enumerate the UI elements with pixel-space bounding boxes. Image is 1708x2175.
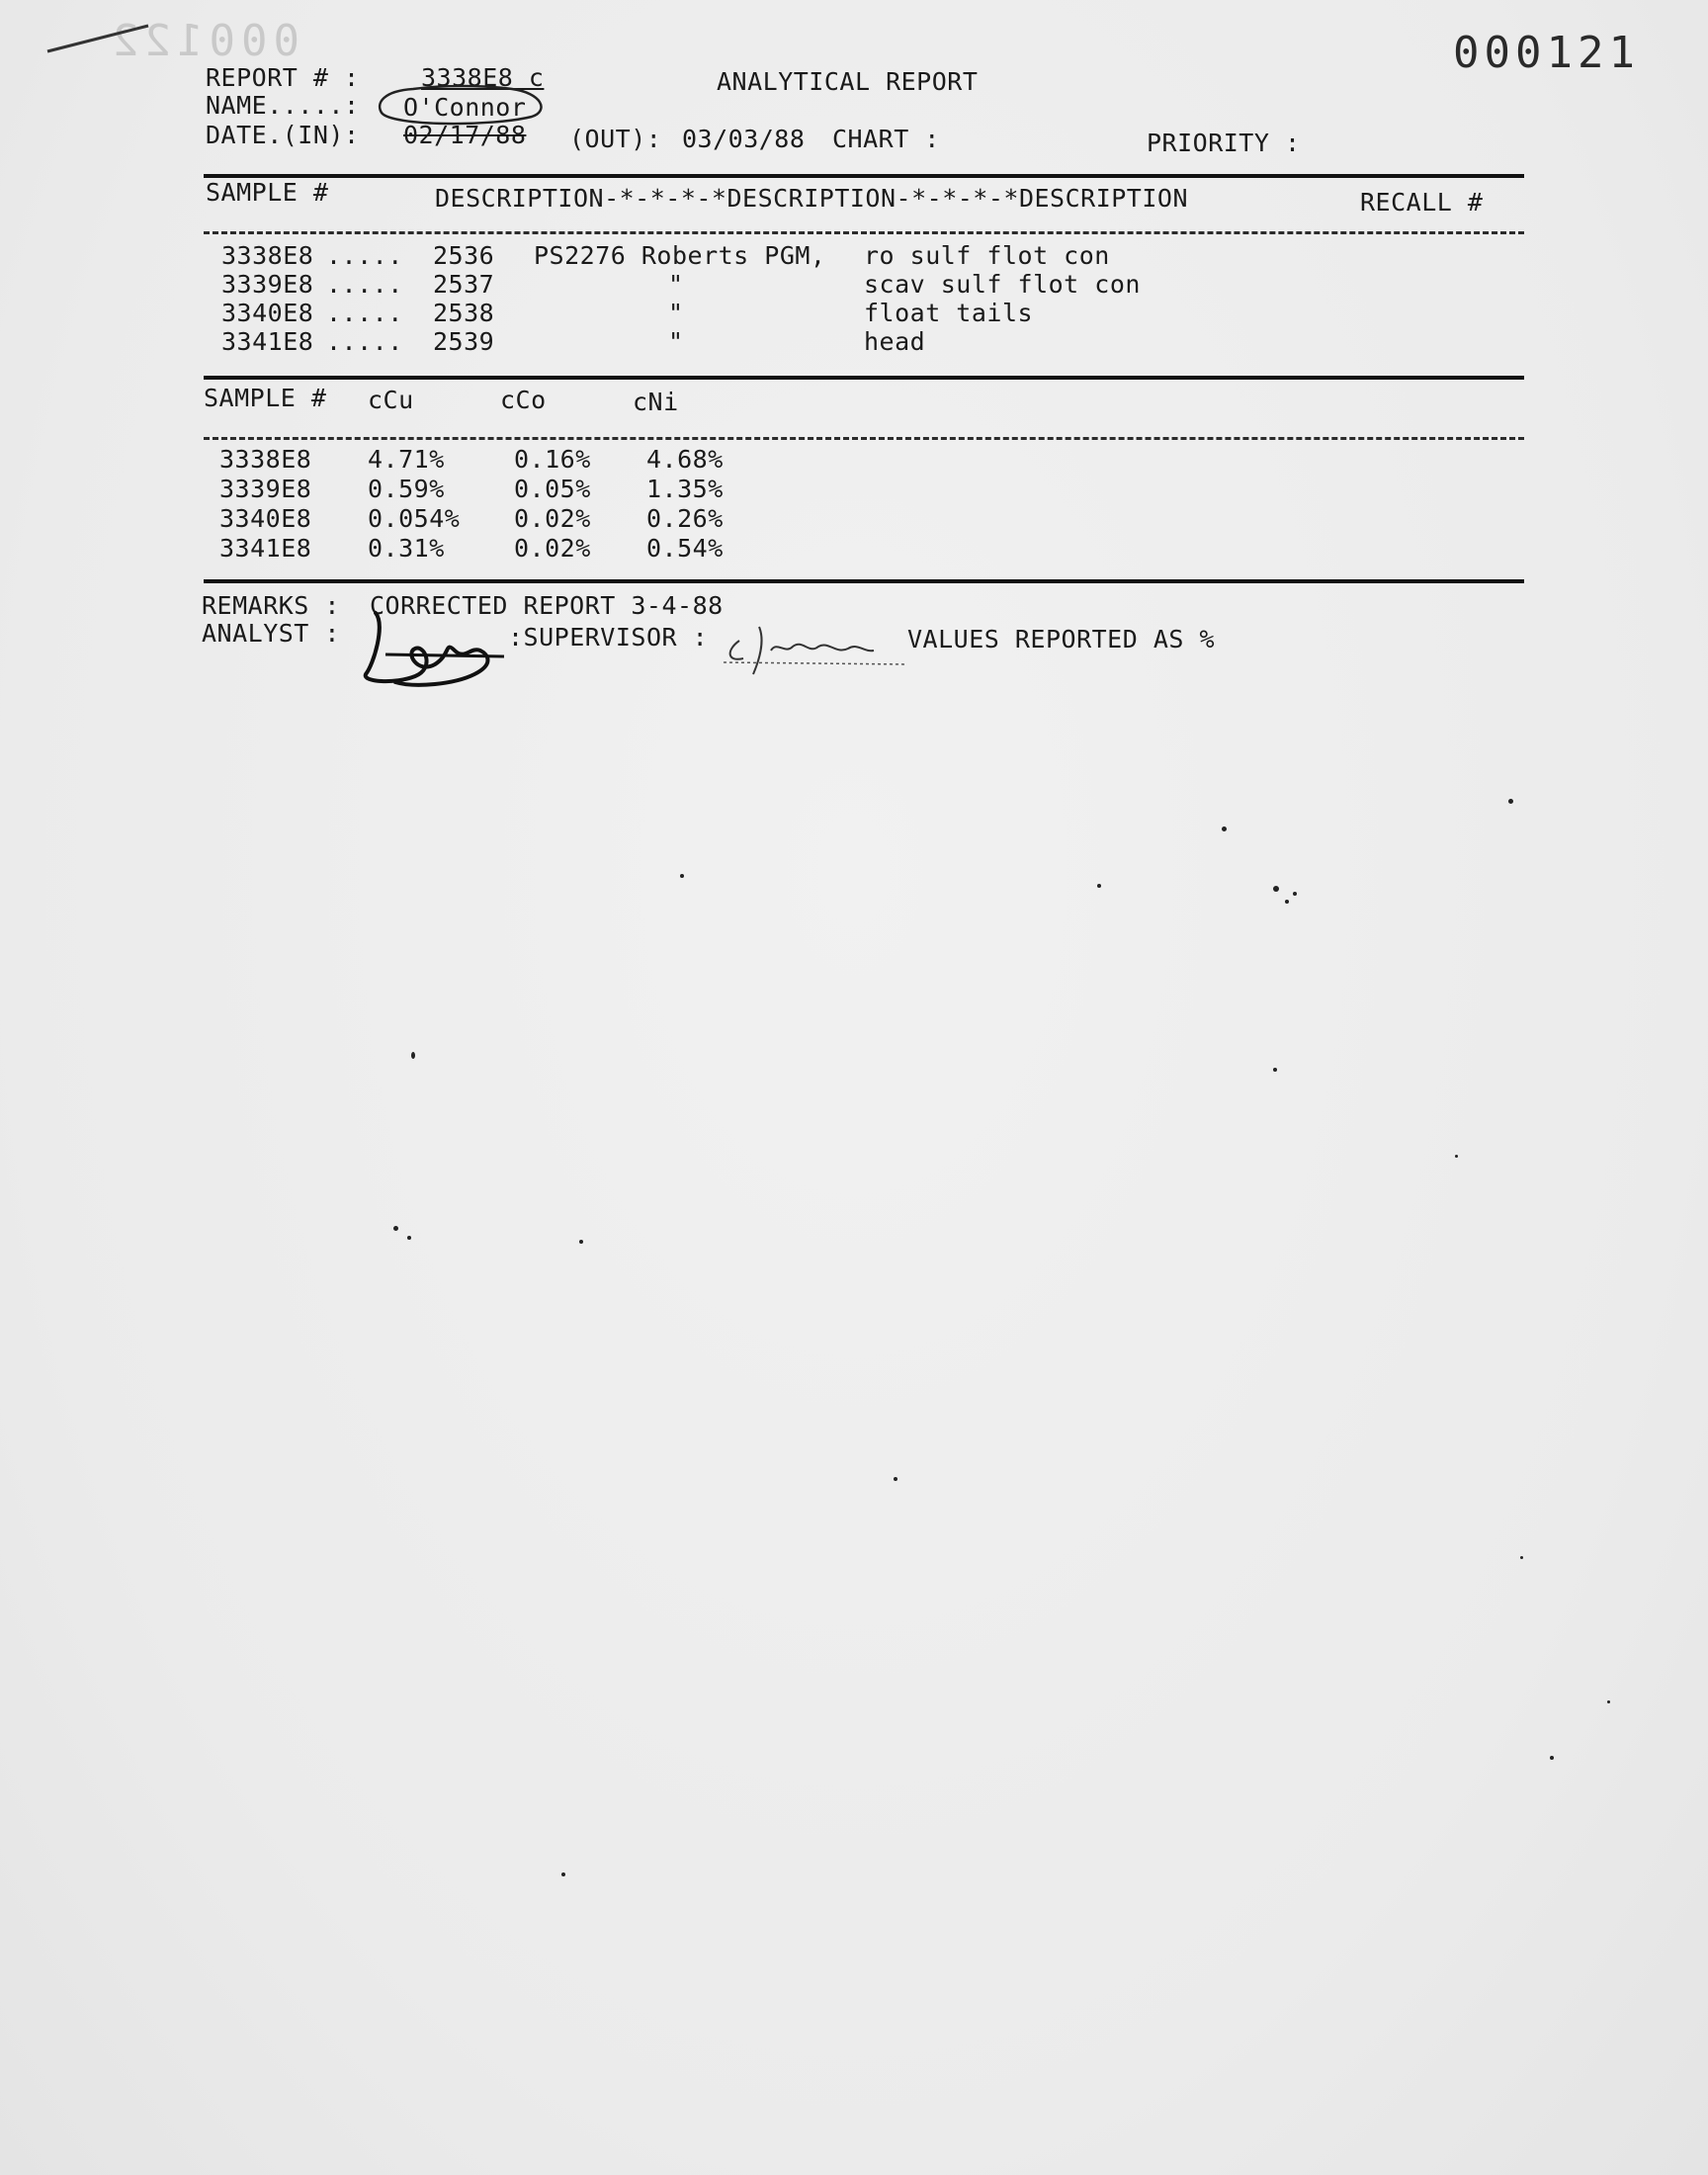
- scan-speck: [1550, 1756, 1554, 1760]
- results-header-sample: SAMPLE #: [204, 384, 327, 412]
- values-reported-note: VALUES REPORTED AS %: [907, 625, 1216, 653]
- scan-speck: [1273, 1068, 1277, 1072]
- scan-speck: [894, 1477, 897, 1481]
- scan-speck: [393, 1226, 398, 1231]
- result-cell-sample: 3338E8: [219, 445, 312, 474]
- desc-cell-dots: .....: [326, 241, 403, 270]
- scan-speck: [1455, 1155, 1458, 1158]
- scan-speck: [1520, 1556, 1523, 1559]
- desc-cell-sample: 3341E8: [221, 327, 314, 356]
- desc-cell-project: ": [668, 270, 684, 299]
- analyst-label: ANALYST :: [202, 619, 340, 648]
- result-cell-cu: 0.31%: [368, 534, 445, 563]
- desc-cell-project: PS2276 Roberts PGM,: [534, 241, 826, 270]
- desc-end-rule: [204, 376, 1524, 380]
- scan-speck: [411, 1052, 415, 1059]
- desc-cell-num: 2539: [433, 327, 495, 356]
- results-end-rule: [204, 579, 1524, 583]
- desc-cell-desc: head: [864, 327, 926, 356]
- desc-cell-project: ": [668, 299, 684, 327]
- report-number-value: 3338E8 c: [421, 63, 545, 92]
- scan-speck: [1293, 892, 1297, 896]
- scan-speck: [1273, 886, 1279, 892]
- result-cell-co: 0.02%: [514, 534, 591, 563]
- scan-speck: [1508, 799, 1513, 804]
- result-cell-ni: 0.26%: [646, 504, 724, 533]
- desc-cell-num: 2537: [433, 270, 495, 299]
- result-cell-cu: 0.054%: [368, 504, 461, 533]
- name-value: O'Connor: [403, 93, 527, 122]
- report-number-label: REPORT # :: [206, 63, 360, 92]
- date-in-value: 02/17/88: [403, 121, 527, 149]
- result-cell-co: 0.02%: [514, 504, 591, 533]
- desc-cell-num: 2536: [433, 241, 495, 270]
- results-header-co: cCo: [500, 386, 547, 414]
- desc-header-sample: SAMPLE #: [206, 178, 329, 207]
- date-out-label: (OUT):: [569, 125, 662, 153]
- scan-speck: [1285, 900, 1289, 904]
- supervisor-signature: [720, 611, 917, 680]
- desc-header-recall: RECALL #: [1360, 188, 1484, 217]
- scan-speck: [1607, 1700, 1610, 1703]
- report-title: ANALYTICAL REPORT: [717, 67, 979, 96]
- desc-cell-desc: ro sulf flot con: [864, 241, 1110, 270]
- desc-header-description: DESCRIPTION-*-*-*-*DESCRIPTION-*-*-*-*DESCRIPTION: [435, 184, 1189, 213]
- date-in-label: DATE.(IN):: [206, 121, 360, 149]
- desc-cell-sample: 3340E8: [221, 299, 314, 327]
- result-cell-cu: 4.71%: [368, 445, 445, 474]
- desc-header-dashes: [204, 231, 1524, 234]
- results-header-dashes: [204, 437, 1524, 440]
- result-cell-ni: 4.68%: [646, 445, 724, 474]
- result-cell-ni: 0.54%: [646, 534, 724, 563]
- desc-cell-dots: .....: [326, 327, 403, 356]
- analyst-signature: [356, 605, 514, 694]
- desc-cell-dots: .....: [326, 299, 403, 327]
- header-rule: [204, 174, 1524, 178]
- result-cell-sample: 3341E8: [219, 534, 312, 563]
- remarks-value: CORRECTED REPORT 3-4-88: [370, 591, 724, 620]
- scan-speck: [407, 1236, 411, 1240]
- desc-cell-project: ": [668, 327, 684, 356]
- result-cell-ni: 1.35%: [646, 475, 724, 503]
- result-cell-cu: 0.59%: [368, 475, 445, 503]
- desc-cell-sample: 3339E8: [221, 270, 314, 299]
- scan-speck: [1222, 826, 1227, 831]
- desc-cell-desc: float tails: [864, 299, 1034, 327]
- remarks-label: REMARKS :: [202, 591, 340, 620]
- result-cell-co: 0.05%: [514, 475, 591, 503]
- ghost-stamp-number: 000122: [107, 16, 299, 66]
- scan-speck: [680, 874, 684, 878]
- corner-check-mark: [43, 22, 152, 61]
- desc-cell-dots: .....: [326, 270, 403, 299]
- page-number-stamp: 000121: [1453, 28, 1640, 78]
- desc-cell-num: 2538: [433, 299, 495, 327]
- chart-label: CHART :: [832, 125, 940, 153]
- result-cell-co: 0.16%: [514, 445, 591, 474]
- desc-cell-desc: scav sulf flot con: [864, 270, 1141, 299]
- supervisor-label: :SUPERVISOR :: [508, 623, 709, 652]
- scan-speck: [579, 1240, 583, 1244]
- scan-speck: [561, 1872, 565, 1876]
- results-header-cu: cCu: [368, 386, 414, 414]
- scan-speck: [1097, 884, 1101, 888]
- desc-cell-sample: 3338E8: [221, 241, 314, 270]
- name-label: NAME.....:: [206, 91, 360, 120]
- results-header-ni: cNi: [633, 388, 679, 416]
- result-cell-sample: 3340E8: [219, 504, 312, 533]
- priority-label: PRIORITY :: [1147, 129, 1301, 157]
- result-cell-sample: 3339E8: [219, 475, 312, 503]
- date-out-value: 03/03/88: [682, 125, 806, 153]
